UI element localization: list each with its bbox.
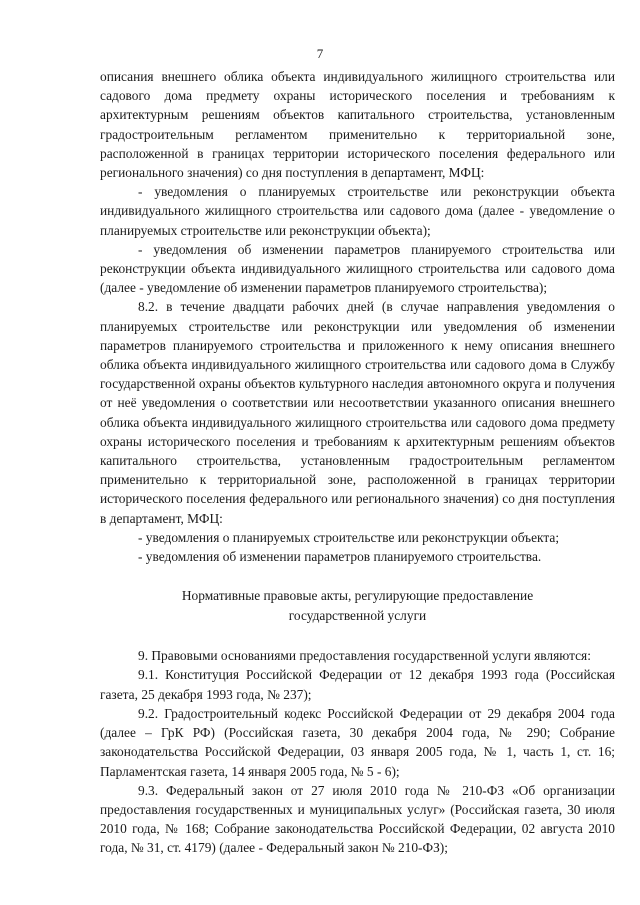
paragraph-9: 9. Правовыми основаниями предоставления государственной услуги являются: (138, 648, 591, 664)
paragraph-continuation: описания внешнего облика объекта индивидуального жилищного строительства или садового дома предмету охраны исторического поселения и требованиям к архитектурным решениям объектов капитального строительства, установленным градостроительным регламентом применительно к территориальной зоне, расположенной в границах территории исторического поселения федерального или регионального значения) со дня поступления в департамент, МФЦ: (100, 69, 615, 181)
list-item: - уведомления о планируемых строительстве или реконструкции объекта; (138, 529, 560, 545)
paragraph-8-2: 8.2. в течение двадцати рабочих дней (в случае направления уведомления о планируемых строительстве или реконструкции или уведомления об изменении параметров планируемого строительства и приложенного к нему описания внешнего облика объекта индивидуального жилищного строительства или садового дома в Службу государственной охраны объектов культурного наследия автономного округа и получения от неё уведомления о соответствии или несоответствии указанного описания внешнего облика объекта индивидуального жилищного строительства или садового дома предмету охраны исторического поселения и требованиям к архитектурным решениям объектов капитального строительства, установленным градостроительным регламентом применительно к территориальной зоне, расположенной в границах территории исторического поселения федерального или регионального значения) со дня поступления в департамент, МФЦ: (100, 299, 615, 526)
list-item: - уведомления о планируемых строительстве или реконструкции объекта индивидуального жилищного строительства или садового дома (далее - уведомление о планируемых строительстве или реконструкции объекта); (100, 184, 615, 238)
paragraph-9-3: 9.3. Федеральный закон от 27 июля 2010 года № 210-ФЗ «Об организации предоставления государственных и муниципальных услуг» (Российская газета, 30 июля 2010 года, № 168; Собрание законодательства Российской Федерации, 02 августа 2010 года, № 31, ст. 4179) (далее - Федеральный закон № 210-ФЗ); (100, 782, 615, 856)
section-heading-line2: государственной услуги (288, 608, 427, 624)
section-heading (100, 586, 615, 626)
page-number: 7 (316, 46, 324, 61)
document-body (100, 67, 615, 858)
list-item: - уведомления об изменении параметров планируемого строительства. (138, 549, 542, 565)
paragraph-9-1: 9.1. Конституция Российской Федерации от 12 декабря 1993 года (Российская газета, 25 декабря 1993 года, № 237); (100, 667, 615, 702)
section-heading-line1: Нормативные правовые акты, регулирующие предоставление (181, 588, 534, 604)
list-item: - уведомления об изменении параметров планируемого строительства или реконструкции объекта индивидуального жилищного строительства или садового дома (далее - уведомление об изменении параметров планируемого строительства); (100, 241, 615, 296)
paragraph-9-2: 9.2. Градостроительный кодекс Российской Федерации от 29 декабря 2004 года (далее – ГрК РФ) (Российская газета, 30 декабря 2004 года, № 290; Собрание законодательства Российской Федерации, 03 января 2005 года, № 1, часть 1, ст. 16; Парламентская газета, 14 января 2005 года, № 5 - 6); (100, 705, 615, 779)
